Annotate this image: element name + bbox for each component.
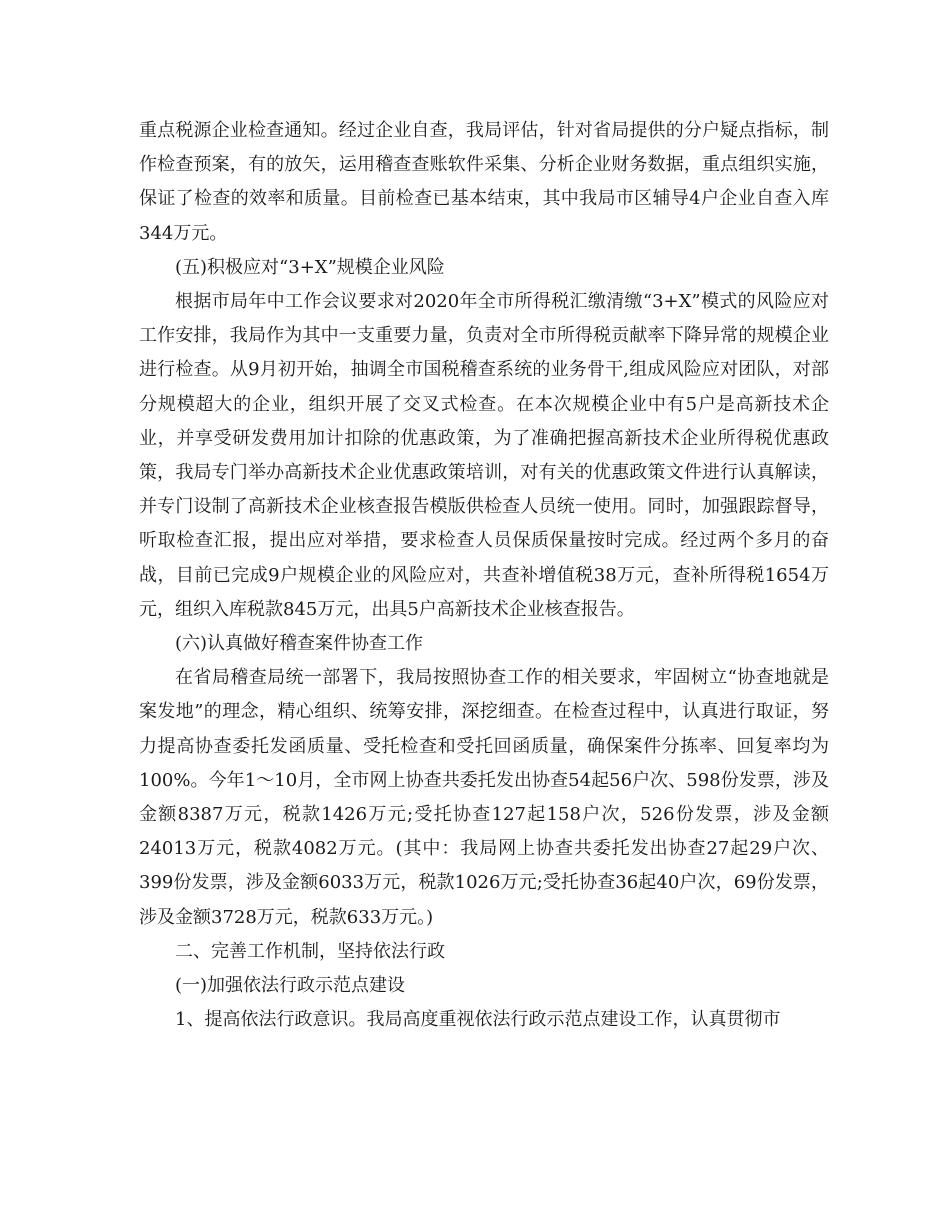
chapter-heading-2: 二、完善工作机制，坚持依法行政 — [175, 940, 445, 962]
document-body — [139, 114, 829, 1037]
section-heading-5: (五)积极应对“3+X”规模企业风险 — [175, 256, 445, 278]
paragraph-case-assistance: 在省局稽查局统一部署下，我局按照协查工作的相关要求，牢固树立“协查地就是案发地”的理念，精心组织、统筹安排，深挖细查。在检查过程中，认真进行取证，努力提高协查委托发函质量、受托检查和受托回函质量，确保案件分拣率、回复率均为100%。今年1～10月，全市网上协查共委托发出协查54起56户次、598份发票，涉及金额8387万元，税款1426万元;受托协查127起158户次，526份发票，涉及金额24013万元，税款4082万元。(其中：我局网上协查共委托发出协查27起29户次、399份发票，涉及金额6033万元，税款1026万元;受托协查36起40户次，69份发票，涉及金额3728万元，税款633万元。) — [139, 667, 829, 928]
paragraph-continuation: 重点税源企业检查通知。经过企业自查，我局评估，针对省局提供的分户疑点指标，制作检查预案，有的放矢，运用稽查查账软件采集、分析企业财务数据，重点组织实施，保证了检查的效率和质量。目前检查已基本结束，其中我局市区辅导4户企业自查入库344万元。 — [139, 120, 829, 244]
section-heading-2-1: (一)加强依法行政示范点建设 — [175, 975, 406, 997]
paragraph-law-awareness: 1、提高依法行政意识。我局高度重视依法行政示范点建设工作，认真贯彻市 — [175, 1009, 781, 1031]
section-heading-6: (六)认真做好稽查案件协查工作 — [175, 633, 424, 655]
paragraph-risk-response: 根据市局年中工作会议要求对2020年全市所得税汇缴清缴“3+X”模式的风险应对工作安排，我局作为其中一支重要力量，负责对全市所得税贡献率下降异常的规模企业进行检查。从9月初开始，抽调全市国税稽查系统的业务骨干,组成风险应对团队，对部分规模超大的企业，组织开展了交叉式检查。在本次规模企业中有5户是高新技术企业，并享受研发费用加计扣除的优惠政策，为了准确把握高新技术企业所得税优惠政策，我局专门举办高新技术企业优惠政策培训，对有关的优惠政策文件进行认真解读，并专门设制了高新技术企业核查报告模版供检查人员统一使用。同时，加强跟踪督导，听取检查汇报，提出应对举措，要求检查人员保质保量按时完成。经过两个多月的奋战，目前已完成9户规模企业的风险应对，共查补增值税38万元，查补所得税1654万元，组织入库税款845万元，出具5户高新技术企业核查报告。 — [139, 291, 829, 620]
